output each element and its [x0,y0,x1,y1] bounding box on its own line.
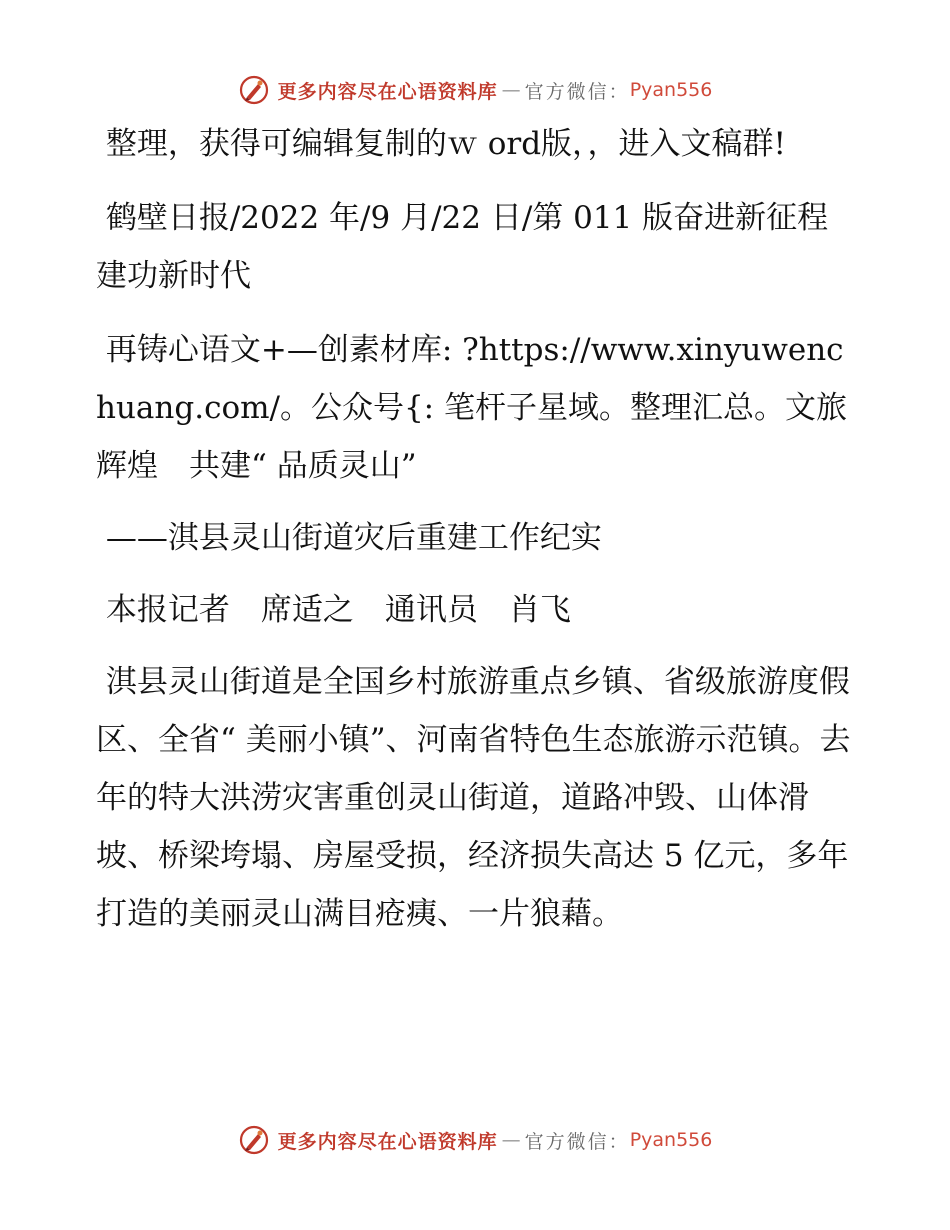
pen-logo-icon [238,1124,270,1156]
watermark-dash: — [501,79,521,101]
watermark-dash: — [501,1129,521,1151]
paragraph-body: 淇县灵山街道是全国乡村旅游重点乡镇、省级旅游度假区、全省“ 美丽小镇”、河南省特色生态旅游示范镇。去年的特大洪涝灾害重创灵山街道，道路冲毁、山体滑坡、桥梁垮塌、房屋受损，经济损失高达 5 亿元，多年打造的美丽灵山满目疮痍、一片狼藉。 [96,664,851,932]
footer-watermark [0,1120,950,1160]
watermark-wechat-id: Pyan556 [629,79,713,101]
watermark-main-text: 更多内容尽在心语资料库 [277,80,498,103]
watermark-sub-text: 官方微信： [524,1130,630,1153]
document-body [96,115,856,943]
header-watermark [0,70,950,110]
watermark-sub-text: 官方微信： [524,80,630,103]
paragraph-byline: 本报记者 席适之 通讯员 肖飞 [96,592,571,628]
watermark-wechat-id: Pyan556 [629,1129,713,1151]
watermark-main-text: 更多内容尽在心语资料库 [277,1130,498,1153]
paragraph-intro: 整理，获得可编辑复制的ｗ ord版，，进入文稿群! [96,126,786,162]
pen-logo-icon [238,74,270,106]
paragraph-subtitle: ——淇县灵山街道灾后重建工作纪实 [96,520,602,556]
paragraph-title: 再铸心语文+—创素材库: ?https://www.xinyuwenchuang.com/。公众号{: 笔杆子星域。整理汇总。文旅辉煌 共建“ 品质灵山” [96,332,847,484]
paragraph-source: 鹤壁日报/2022 年/9 月/22 日/第 011 版奋进新征程 建功新时代 [96,200,838,294]
